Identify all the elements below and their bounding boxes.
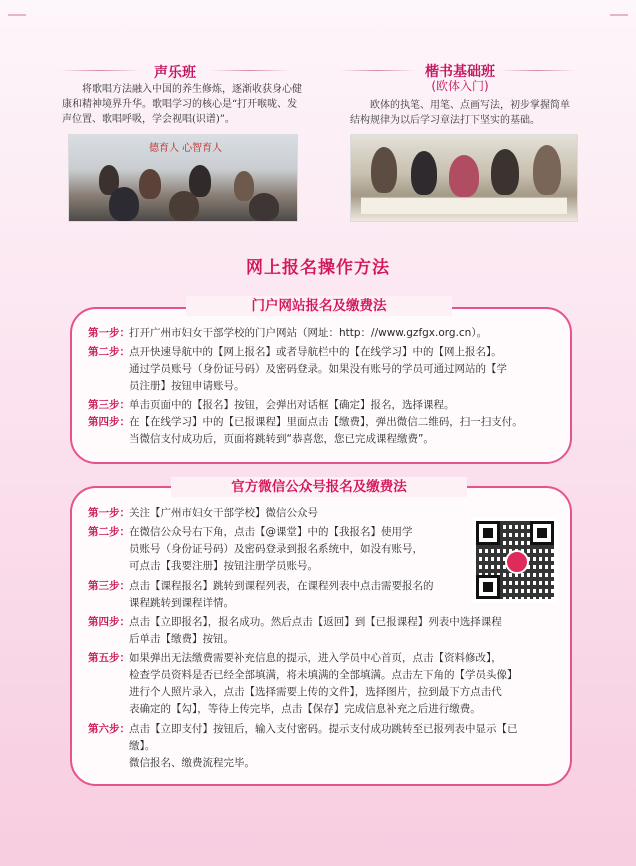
step-label: 第一步： — [88, 507, 130, 519]
step-text: 点击【课程报名】跳转到课程列表，在课程列表中点击需要报名的 课程跳转到课程详情。 — [129, 580, 434, 609]
step-label: 第六步： — [88, 723, 130, 735]
photo-figure — [234, 171, 254, 201]
qr-finder-pattern — [476, 521, 500, 545]
photo-figure — [139, 169, 161, 199]
photo-figure — [109, 187, 139, 221]
qr-finder-pattern — [530, 521, 554, 545]
portal-step-2 — [88, 344, 558, 395]
calligraphy-paper — [361, 197, 567, 214]
photo-figure — [449, 155, 479, 197]
wechat-step-2 — [88, 524, 468, 575]
step-label: 第二步： — [88, 346, 130, 358]
step-text: 打开广州市妇女干部学校的门户网站（网址：http：//www.gzfgx.org.cn）。 — [129, 327, 488, 339]
step-label: 第一步： — [88, 327, 130, 339]
step-label: 第二步： — [88, 526, 130, 538]
wechat-step-3 — [88, 578, 468, 612]
crop-mark — [8, 14, 26, 16]
vocal-class-title: 声乐班 — [154, 65, 196, 81]
photo-figure — [371, 147, 397, 193]
vocal-class-photo — [68, 134, 298, 222]
qr-logo — [505, 550, 529, 574]
calligraphy-class-subtitle: (欧体入门) — [431, 79, 489, 93]
step-text: 点击【立即报名】，报名成功。然后点击【返回】到【已报课程】列表中选择课程 后单击【缴费】按钮。 — [129, 616, 502, 645]
photo-figure — [249, 193, 279, 221]
photo-banner-text: 德育人 心智育人 — [149, 143, 223, 154]
step-label: 第三步： — [88, 580, 130, 592]
wechat-step-5 — [88, 650, 558, 718]
portal-step-1 — [88, 325, 558, 342]
page-main-title: 网上报名操作方法 — [246, 258, 390, 278]
step-text: 关注【广州市妇女干部学校】微信公众号 — [129, 507, 318, 519]
wechat-step-4 — [88, 614, 558, 648]
step-text: 在【在线学习】中的【已报课程】里面点击【缴费】，弹出微信二维码，扫一扫支付。 当微信支付成功后，页面将跳转到“恭喜您，您已完成课程缴费”。 — [129, 416, 523, 445]
step-text: 单击页面中的【报名】按钮，会弹出对话框【确定】报名，选择课程。 — [129, 399, 455, 411]
step-text: 在微信公众号右下角，点击【@课堂】中的【我报名】使用学 员账号（身份证号码）及密码登录到报名系统中，如没有账号， 可点击【我要注册】按钮注册学员账号。 — [129, 526, 423, 572]
portal-step-4 — [88, 414, 558, 448]
photo-figure — [533, 145, 561, 195]
wechat-qr-code-icon — [472, 517, 558, 603]
vocal-class-description: 将歌唱方法融入中国的养生修炼，逐渐收获身心健康和精神境界升华。歌唱学习的核心是“打开喉咙、发声位置、歌唱呼吸，学会视唱(识谱)”。 — [62, 84, 302, 125]
step-label: 第三步： — [88, 399, 130, 411]
photo-figure — [411, 151, 437, 195]
photo-figure — [189, 165, 211, 197]
step-text: 如果弹出无法缴费需要补充信息的提示，进入学员中心首页，点击【资料修改】， 检查学员资料是否已经全部填满，将未填满的全部填满。点击左下角的【学员头像】 进行个人照片录入，点击【选择需要上传的文件】，选择图片，拉到最下方点击代 表确定的【勾】，等待上传完毕，点击【保存】完成信息补充之后进行缴费。 — [129, 652, 518, 715]
wechat-step-6 — [88, 721, 558, 772]
calligraphy-class-title: 楷书基础班 — [425, 64, 495, 80]
qr-finder-pattern — [476, 575, 500, 599]
wechat-registration-title: 官方微信公众号报名及缴费法 — [171, 477, 467, 497]
title-ornament — [500, 70, 575, 71]
title-ornament — [60, 70, 140, 71]
step-label: 第五步： — [88, 652, 130, 664]
title-ornament — [340, 70, 415, 71]
step-label: 第四步： — [88, 416, 130, 428]
portal-registration-title: 门户网站报名及缴费法 — [186, 296, 452, 316]
calligraphy-class-description: 欧体的执笔、用笔、点画写法，初步掌握简单结构规律为以后学习章法打下坚实的基础。 — [350, 100, 570, 126]
step-text: 点击【立即支付】按钮后，输入支付密码。提示支付成功跳转至已报列表中显示【已 缴】。 微信报名、缴费流程完毕。 — [129, 723, 518, 769]
step-label: 第四步： — [88, 616, 130, 628]
step-text: 点开快速导航中的【网上报名】或者导航栏中的【在线学习】中的【网上报名】。 通过学员账号（身份证号码）及密码登录。如果没有账号的学员可通过网站的【学 员注册】按钮申请账号。 — [129, 346, 507, 392]
photo-figure — [491, 149, 519, 195]
crop-mark — [610, 14, 628, 16]
calligraphy-class-photo — [350, 134, 578, 222]
title-ornament — [210, 70, 290, 71]
photo-figure — [169, 191, 199, 221]
portal-step-3 — [88, 397, 558, 414]
